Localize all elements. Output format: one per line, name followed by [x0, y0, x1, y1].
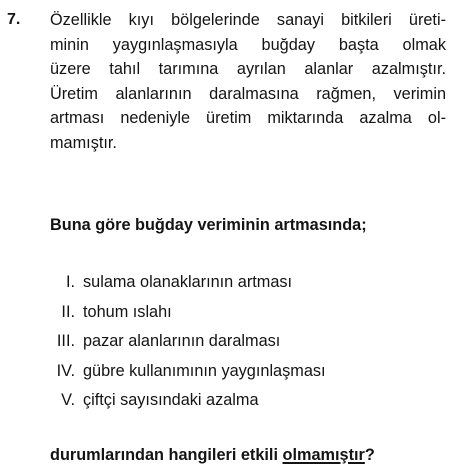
question-stem: [50, 8, 446, 156]
statement-numeral: IV.: [56, 361, 75, 380]
stem-line: Özellikle kıyı bölgelerinde sanayi bitkileri üreti-: [50, 11, 446, 29]
statement-item: [50, 329, 430, 359]
negation-emphasis: olmamıştır: [282, 446, 365, 464]
closing-question: [50, 443, 375, 467]
statement-list: [50, 270, 430, 418]
statement-numeral: V.: [61, 391, 75, 409]
stem-line: artması nedeniyle üretim miktarında azalma ol-: [50, 109, 446, 128]
statement-text: pazar alanlarının daralması: [83, 332, 281, 350]
statement-item: [50, 270, 430, 300]
statement-item: [50, 300, 430, 330]
closing-text: durumlarından hangileri etkili: [50, 446, 283, 464]
stem-line: üzere tahıl tarımına ayrılan alanlar azalmıştır.: [50, 60, 446, 79]
statement-numeral: III.: [56, 332, 75, 350]
stem-line: minin yaygınlaşmasıyla buğday başta olmak: [50, 35, 446, 54]
statement-numeral: II.: [61, 302, 75, 321]
stem-line: Üretim alanlarının daralmasına rağmen, verimin: [50, 84, 446, 103]
question-mark: ?: [364, 446, 375, 464]
question-number: 7.: [7, 11, 21, 28]
statement-text: tohum ıslahı: [83, 302, 172, 321]
statement-item: [50, 388, 430, 418]
statement-text: gübre kullanımının yaygınlaşması: [83, 361, 326, 380]
statement-numeral: I.: [65, 273, 75, 291]
statement-text: sulama olanaklarının artması: [83, 273, 293, 291]
stem-line: mamıştır.: [50, 133, 117, 152]
statement-item: [50, 359, 430, 389]
statement-text: çiftçi sayısındaki azalma: [83, 391, 259, 409]
question-prompt: Buna göre buğday veriminin artmasında;: [50, 216, 367, 234]
